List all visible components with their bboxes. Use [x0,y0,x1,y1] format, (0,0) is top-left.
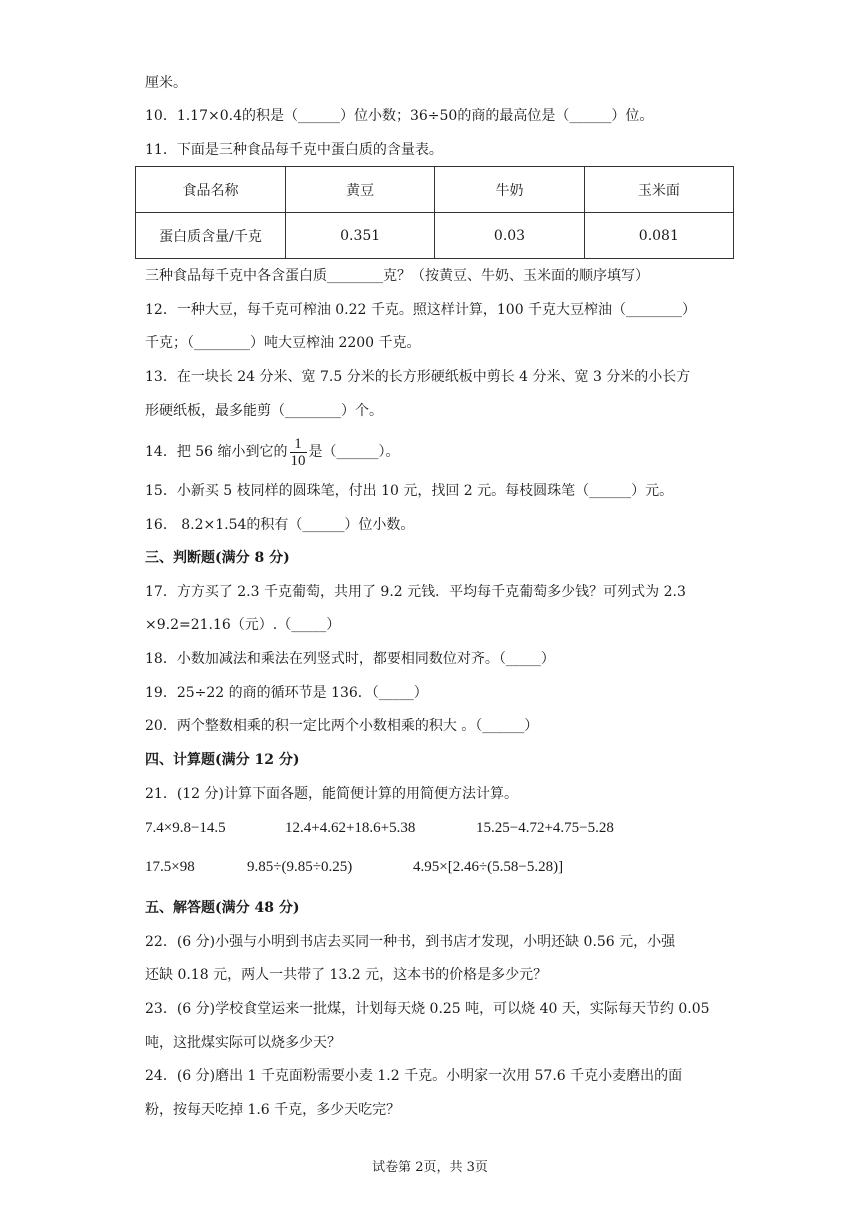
question-17-line1: 17．方方买了 2.3 千克葡萄，共用了 9.2 元钱．平均每千克葡萄多少钱？可列式为 2.3 [145,584,686,600]
question-13-line1: 13．在一块长 24 分米、宽 7.5 分米的长方形硬纸板中剪长 4 分米、宽 3 分米的小长方 [145,369,691,385]
calc-expression: 17.5×98 [145,859,195,875]
question-14-blank: 是（______）。 [308,444,400,460]
question-14 [145,434,400,470]
question-19: 19．25÷22 的商的循环节是 136．（_____） [145,685,428,701]
question-10: 10．1.17×0.4的积是（______）位小数；36÷50的商的最高位是（______）位。 [145,108,654,124]
question-13-line2: 形硬纸板，最多能剪（________）个。 [145,403,383,419]
question-21: 21．(12 分)计算下面各题，能简便计算的用简便方法计算。 [145,786,519,802]
question-14-text: 14．把 56 缩小到它的 [145,444,288,460]
question-18: 18．小数加减法和乘法在列竖式时，都要相同数位对齐。（_____） [145,651,555,667]
question-23-line1: 23．(6 分)学校食堂运来一批煤，计划每天烧 0.25 吨，可以烧 40 天，实际每天节约 0.05 [145,1001,710,1017]
protein-table [135,166,734,259]
page-footer: 试卷第 2页，共 3页 [372,1160,488,1175]
section-4-heading: 四、计算题(满分 12 分) [145,752,300,768]
question-16: 16． 8.2×1.54的积有（______）位小数。 [145,517,415,533]
section-3-heading: 三、判断题(满分 8 分) [145,550,290,566]
table-header-cell: 玉米面 [584,167,733,213]
question-12-line1: 12．一种大豆，每千克可榨油 0.22 千克。照这样计算，100 千克大豆榨油（________） [145,302,697,318]
question-15: 15．小新买 5 枝同样的圆珠笔，付出 10 元，找回 2 元。每枝圆珠笔（______）元。 [145,483,674,499]
table-cell: 0.081 [584,213,733,259]
continuation-text: 厘米。 [145,75,187,91]
section-5-heading: 五、解答题(满分 48 分) [145,900,300,916]
table-header-cell: 黄豆 [286,167,435,213]
table-cell: 蛋白质含量/千克 [136,213,286,259]
fraction [290,436,307,469]
fraction-denominator: 10 [290,452,306,469]
table-cell: 0.03 [435,213,584,259]
calc-expression: 12.4+4.62+18.6+5.38 [285,820,416,836]
question-12-line2: 千克；（________）吨大豆榨油 2200 千克。 [145,335,421,351]
question-24-line1: 24．(6 分)磨出 1 千克面粉需要小麦 1.2 千克。小明家一次用 57.6 千克小麦磨出的面 [145,1068,683,1084]
question-11-prompt: 三种食品每千克中各含蛋白质________克？（按黄豆、牛奶、玉米面的顺序填写） [145,268,649,284]
question-17-line2: ×9.2=21.16（元）.（_____） [145,617,341,633]
calc-expression: 9.85÷(9.85÷0.25) [247,859,353,875]
table-header-cell: 牛奶 [435,167,584,213]
table-header-cell: 食品名称 [136,167,286,213]
question-23-line2: 吨，这批煤实际可以烧多少天？ [145,1035,341,1051]
calc-expression: 15.25−4.72+4.75−5.28 [476,820,614,836]
question-11: 11．下面是三种食品每千克中蛋白质的含量表。 [145,142,443,158]
table-row [136,213,734,259]
fraction-numerator: 1 [290,436,307,453]
question-24-line2: 粉，按每天吃掉 1.6 千克，多少天吃完？ [145,1102,401,1118]
question-20: 20．两个整数相乘的积一定比两个小数相乘的积大 。（______） [145,718,539,734]
question-22-line2: 还缺 0.18 元，两人一共带了 13.2 元，这本书的价格是多少元？ [145,967,548,983]
calc-expression: 7.4×9.8−14.5 [145,820,226,836]
table-cell: 0.351 [286,213,435,259]
calc-expression: 4.95×[2.46÷(5.58−5.28)] [413,859,564,875]
question-22-line1: 22．(6 分)小强与小明到书店去买同一种书，到书店才发现，小明还缺 0.56 元，小强 [145,934,676,950]
table-header-row [136,167,734,213]
